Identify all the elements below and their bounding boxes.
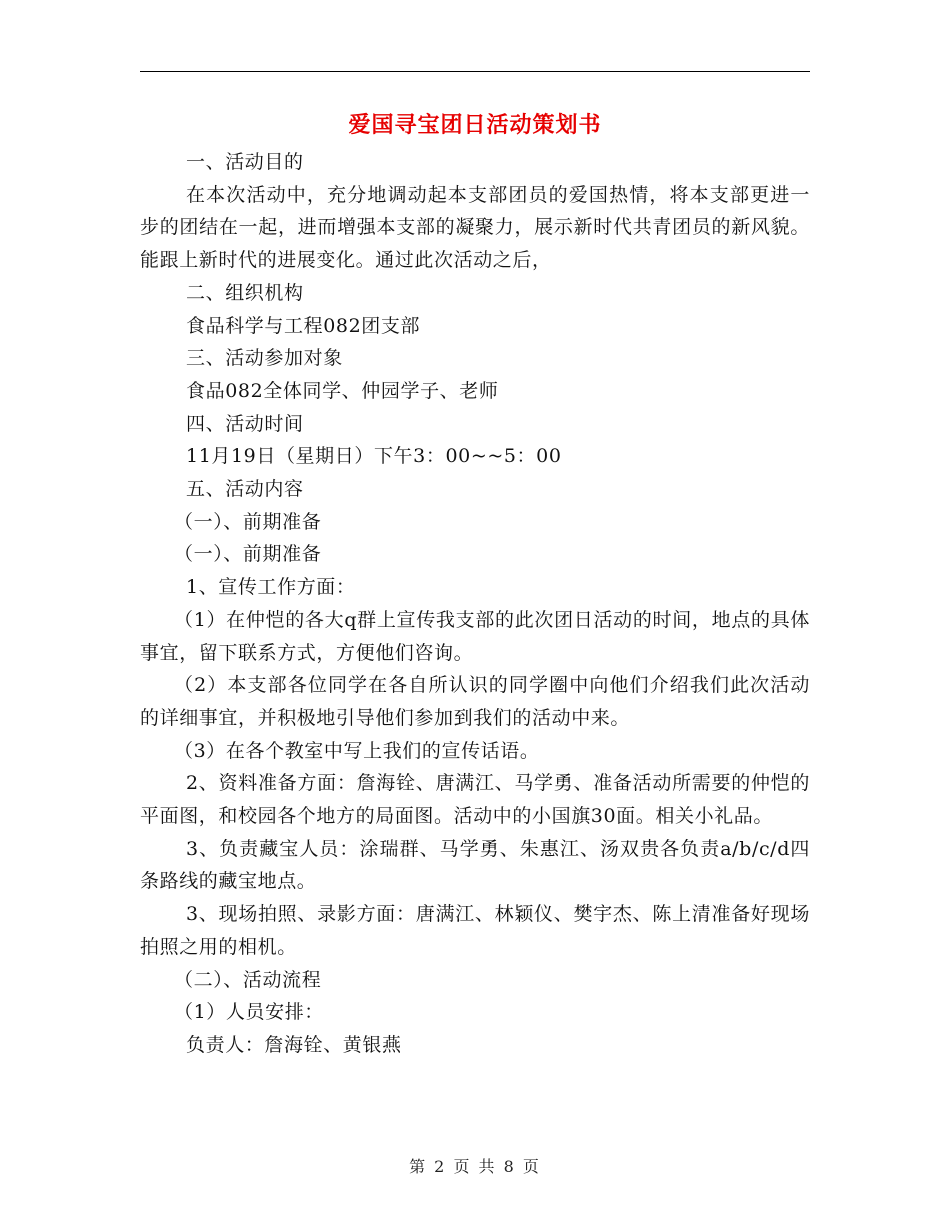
paragraph: （2）本支部各位同学在各自所认识的同学圈中向他们介绍我们此次活动的详细事宜，并积极地引导他们参加到我们的活动中来。: [140, 674, 810, 729]
paragraph: 食品082全体同学、仲园学子、老师: [186, 379, 499, 402]
paragraph: 在本次活动中，充分地调动起本支部团员的爱国热情，将本支部更进一步的团结在一起，进而增强本支部的凝聚力，展示新时代共青团员的新风貌。能跟上新时代的进展变化。通过此次活动之后，: [140, 183, 810, 272]
paragraph: （1）人员安排：: [174, 1001, 324, 1024]
document-body: [140, 146, 810, 1062]
paragraph: 五、活动内容: [186, 478, 304, 501]
paragraph: （3）在各个教室中写上我们的宣传话语。: [174, 739, 540, 762]
document-title: 爱国寻宝团日活动策划书: [348, 112, 602, 138]
paragraph: 三、活动参加对象: [186, 347, 343, 370]
paragraph: 食品科学与工程082团支部: [186, 314, 421, 337]
paragraph: 四、活动时间: [186, 412, 304, 435]
paragraph: 3、负责藏宝人员：涂瑞群、马学勇、朱惠江、汤双贵各负责a/b/c/d四条路线的藏宝地点。: [140, 837, 810, 893]
paragraph: （一）、前期准备: [174, 543, 322, 566]
paragraph: 2、资料准备方面：詹海铨、唐满江、马学勇、准备活动所需要的仲恺的平面图，和校园各个地方的局面图。活动中的小国旗30面。相关小礼品。: [140, 772, 810, 828]
paragraph: （1）在仲恺的各大q群上宣传我支部的此次团日活动的时间，地点的具体事宜，留下联系方式，方便他们咨询。: [140, 608, 810, 664]
page-footer: 第 2 页 共 8 页: [409, 1157, 541, 1176]
paragraph: 一、活动目的: [186, 151, 304, 173]
paragraph: 负责人：詹海铨、黄银燕: [186, 1033, 402, 1056]
paragraph: （一）、前期准备: [174, 510, 322, 533]
paragraph: （二）、活动流程: [174, 968, 322, 991]
paragraph: 11月19日（星期日）下午3：00~~5：00: [186, 445, 562, 468]
paragraph: 3、现场拍照、录影方面：唐满江、林颖仪、樊宇杰、陈上清准备好现场拍照之用的相机。: [140, 903, 810, 958]
header-rule: [140, 71, 810, 72]
paragraph: 二、组织机构: [186, 281, 304, 304]
paragraph: 1、宣传工作方面：: [186, 576, 356, 599]
